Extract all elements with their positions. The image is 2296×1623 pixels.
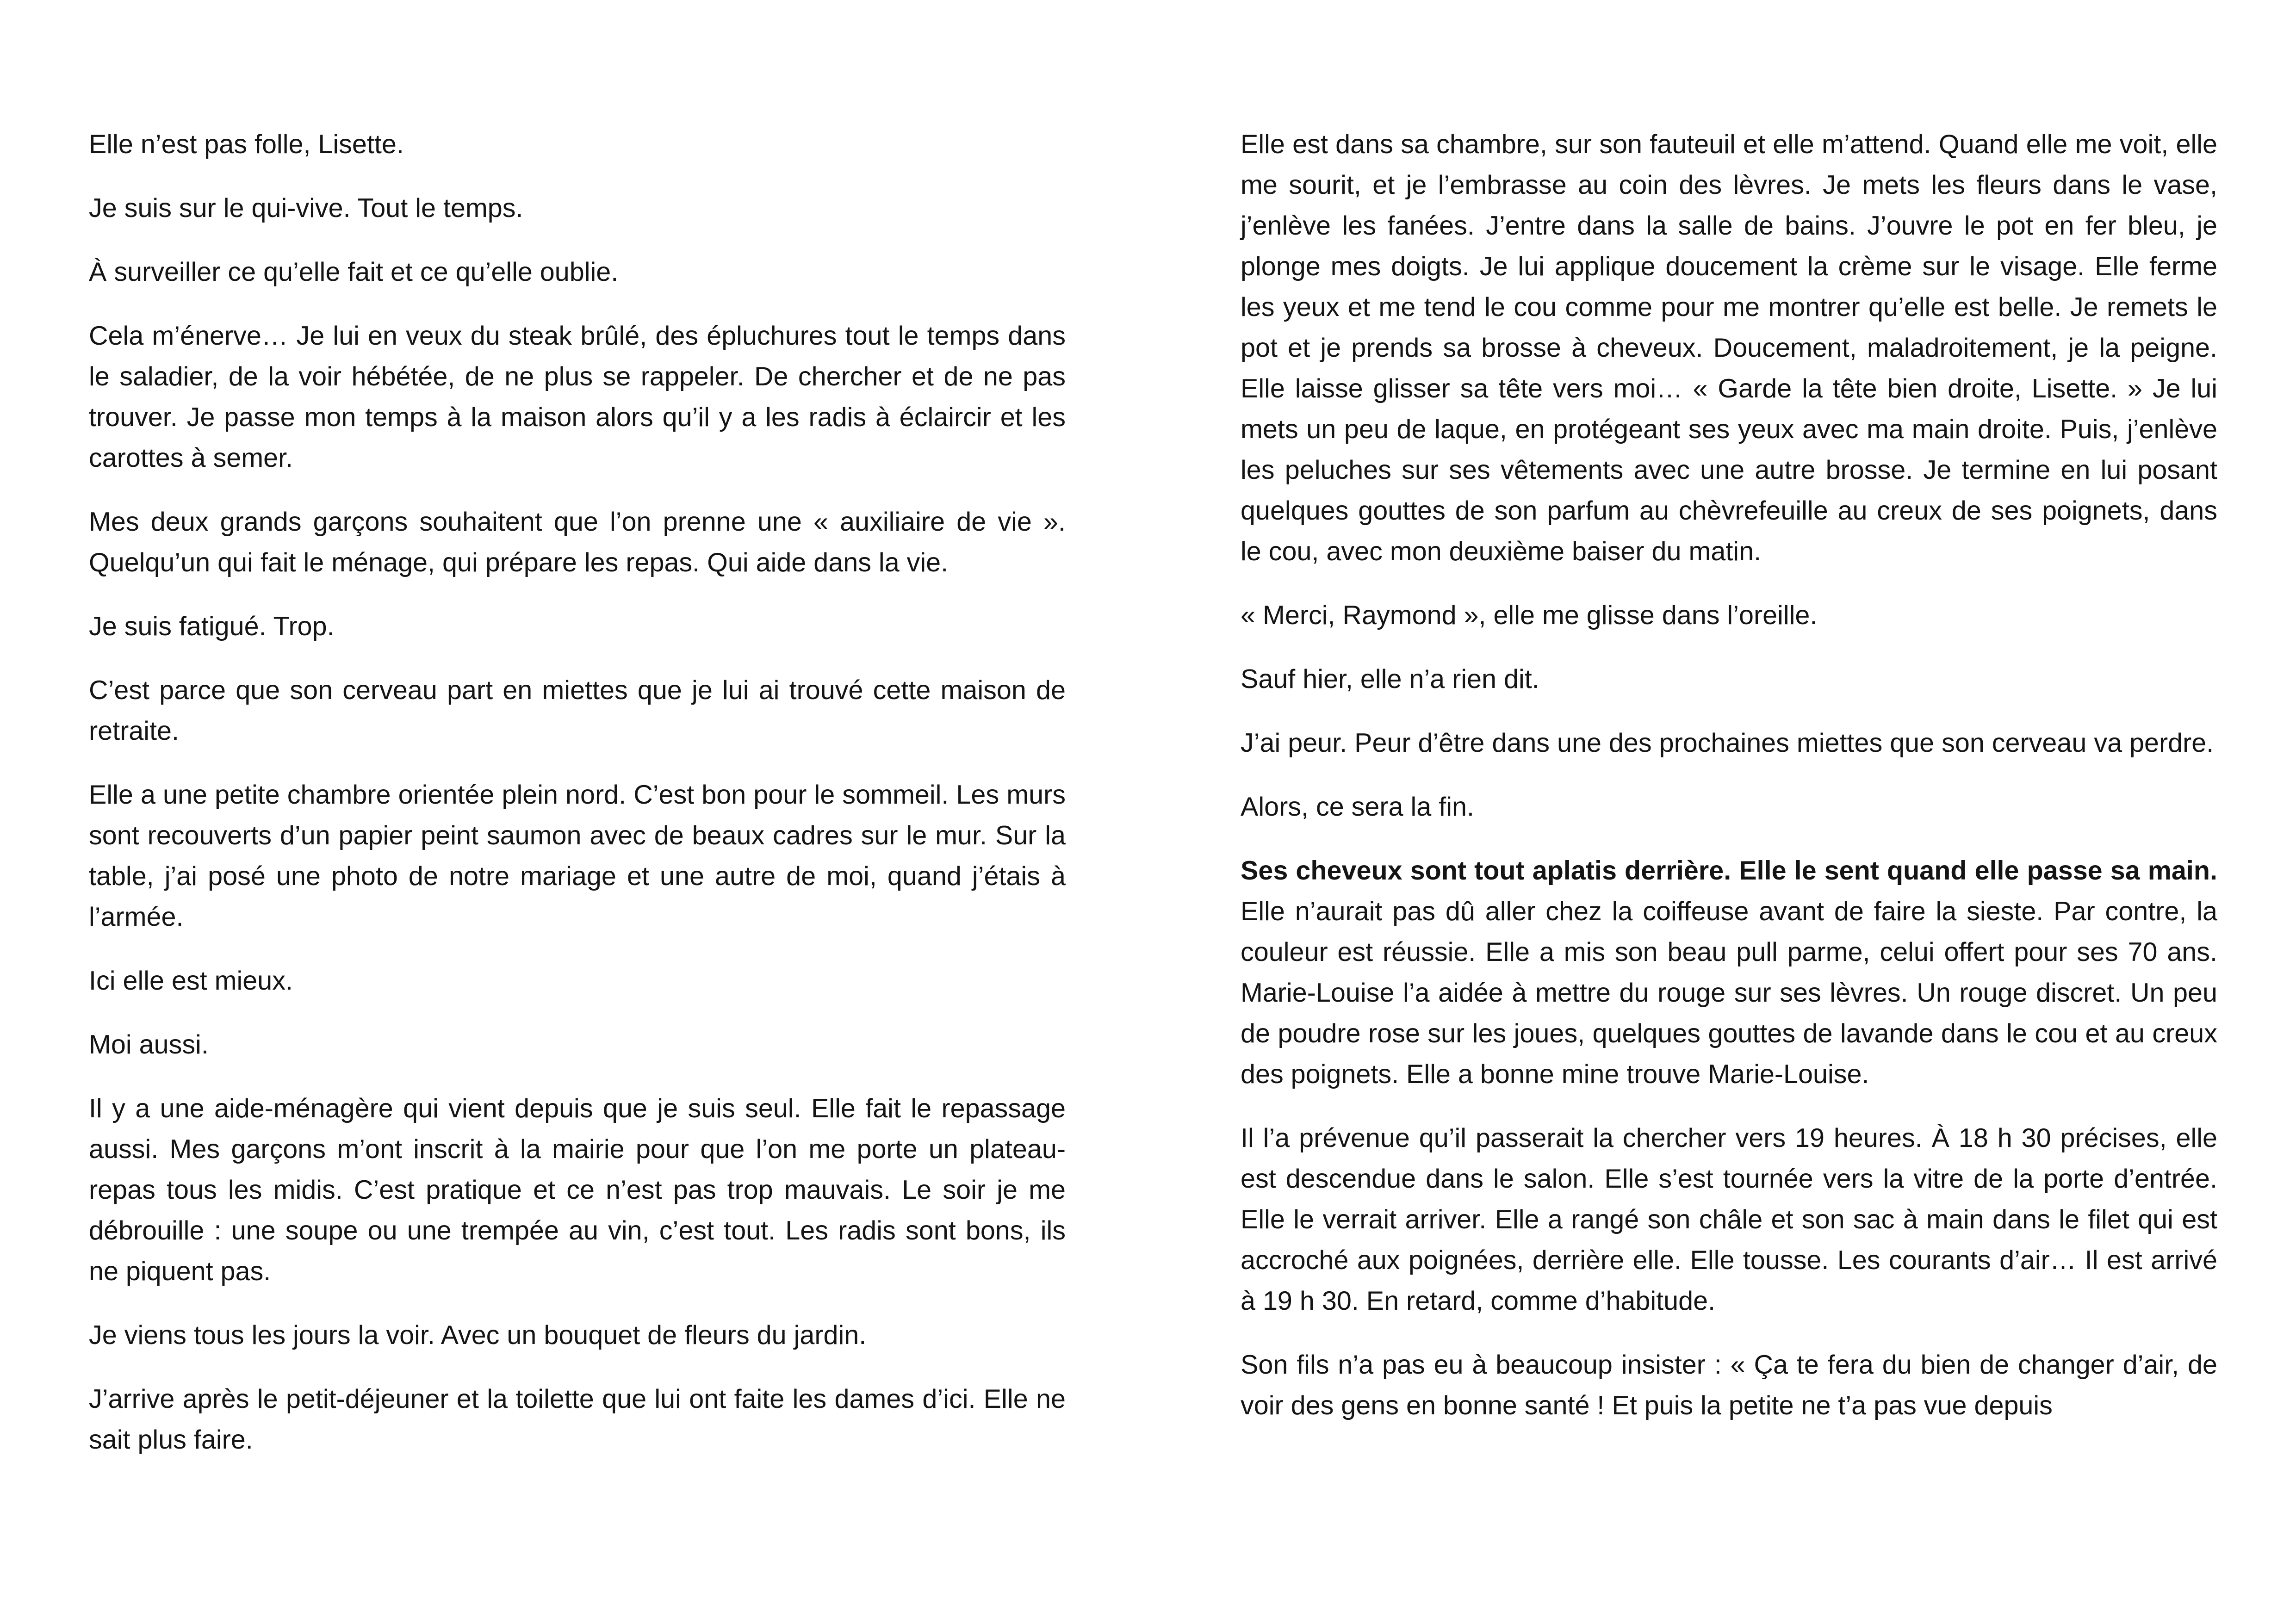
bold-lead-text: Ses cheveux sont tout aplatis derrière. Elle le sent quand elle passe sa main. bbox=[1241, 856, 2217, 886]
right-text-column bbox=[1241, 124, 2217, 1449]
paragraph: Cela m’énerve… Je lui en veux du steak brûlé, des épluchures tout le temps dans le saladier, de la voir hébétée, de ne plus se rappeler. De chercher et de ne pas trouver. Je passe mon temps à la maison alors qu’il y a les radis à éclaircir et les carottes à semer. bbox=[89, 321, 1066, 473]
paragraph: Je suis sur le qui-vive. Tout le temps. bbox=[89, 193, 523, 223]
paragraph: Elle est dans sa chambre, sur son fauteuil et elle m’attend. Quand elle me voit, elle me sourit, et je l’embrasse au coin des lèvres. Je mets les fleurs dans le vase, j’enlève les fanées. J’entre dans la salle de bains. J’ouvre le pot en fer bleu, je plonge mes doigts. Je lui applique doucement la crème sur le visage. Elle ferme les yeux et me tend le cou comme pour me montrer qu’elle est belle. Je remets le pot et je prends sa brosse à cheveux. Doucement, maladroitement, je la peigne. Elle laisse glisser sa tête vers moi… « Garde la tête bien droite, Lisette. » Je lui mets un peu de laque, en protégeant ses yeux avec ma main droite. Puis, j’enlève les peluches sur ses vêtements avec une autre brosse. Je termine en lui posant quelques gouttes de son parfum au chèvrefeuille au creux de ses poignets, dans le cou, avec mon deuxième baiser du matin. bbox=[1241, 130, 2217, 566]
paragraph: Elle n’est pas folle, Lisette. bbox=[89, 130, 404, 159]
paragraph: Son fils n’a pas eu à beaucoup insister : « Ça te fera du bien de changer d’air, de voir des gens en bonne santé ! Et puis la petite ne t’a pas vue depuis bbox=[1241, 1350, 2217, 1420]
paragraph: Il y a une aide-ménagère qui vient depuis que je suis seul. Elle fait le repassage aussi. Mes garçons m’ont inscrit à la mairie pour que l’on me porte un plateau-repas tous les midis. C’est pratique et ce n’est pas trop mauvais. Le soir je me débrouille : une soupe ou une trempée au vin, c’est tout. Les radis sont bons, ils ne piquent pas. bbox=[89, 1094, 1066, 1286]
paragraph: À surveiller ce qu’elle fait et ce qu’elle oublie. bbox=[89, 257, 619, 287]
paragraph: Ici elle est mieux. bbox=[89, 966, 293, 996]
paragraph: Sauf hier, elle n’a rien dit. bbox=[1241, 664, 1539, 694]
paragraph-text: Elle n’aurait pas dû aller chez la coiffeuse avant de faire la sieste. Par contre, la couleur est réussie. Elle a mis son beau pull parme, celui offert pour ses 70 ans. Marie-Louise l’a aidée à mettre du rouge sur ses lèvres. Un rouge discret. Un peu de poudre rose sur les joues, quelques gouttes de lavande dans le cou et au creux des poignets. Elle a bonne mine trouve Marie-Louise. bbox=[1241, 897, 2217, 1089]
paragraph: Il l’a prévenue qu’il passerait la chercher vers 19 heures. À 18 h 30 précises, elle est descendue dans le salon. Elle s’est tournée vers la vitre de la porte d’entrée. Elle le verrait arriver. Elle a rangé son châle et son sac à main dans le filet qui est accroché aux poignées, derrière elle. Elle tousse. Les courants d’air… Il est arrivé à 19 h 30. En retard, comme d’habitude. bbox=[1241, 1123, 2217, 1316]
paragraph: « Merci, Raymond », elle me glisse dans l’oreille. bbox=[1241, 601, 1818, 630]
paragraph: J’arrive après le petit-déjeuner et la toilette que lui ont faite les dames d’ici. Elle ne sait plus faire. bbox=[89, 1384, 1066, 1455]
left-text-column bbox=[89, 124, 1066, 1483]
paragraph: Je viens tous les jours la voir. Avec un bouquet de fleurs du jardin. bbox=[89, 1320, 867, 1350]
right-page bbox=[1148, 0, 2296, 1623]
paragraph: Mes deux grands garçons souhaitent que l’on prenne une « auxiliaire de vie ». Quelqu’un qui fait le ménage, qui prépare les repas. Qui aide dans la vie. bbox=[89, 507, 1066, 577]
paragraph: Je suis fatigué. Trop. bbox=[89, 612, 335, 641]
paragraph: C’est parce que son cerveau part en miettes que je lui ai trouvé cette maison de retraite. bbox=[89, 675, 1066, 746]
paragraph: Moi aussi. bbox=[89, 1030, 209, 1059]
paragraph: Alors, ce sera la fin. bbox=[1241, 792, 1474, 822]
paragraph: J’ai peur. Peur d’être dans une des prochaines miettes que son cerveau va perdre. bbox=[1241, 728, 2214, 758]
paragraph-with-bold-lead bbox=[1241, 850, 2217, 1095]
paragraph: Elle a une petite chambre orientée plein nord. C’est bon pour le sommeil. Les murs sont recouverts d’un papier peint saumon avec de beaux cadres sur le mur. Sur la table, j’ai posé une photo de notre mariage et une autre de moi, quand j’étais à l’armée. bbox=[89, 780, 1066, 932]
